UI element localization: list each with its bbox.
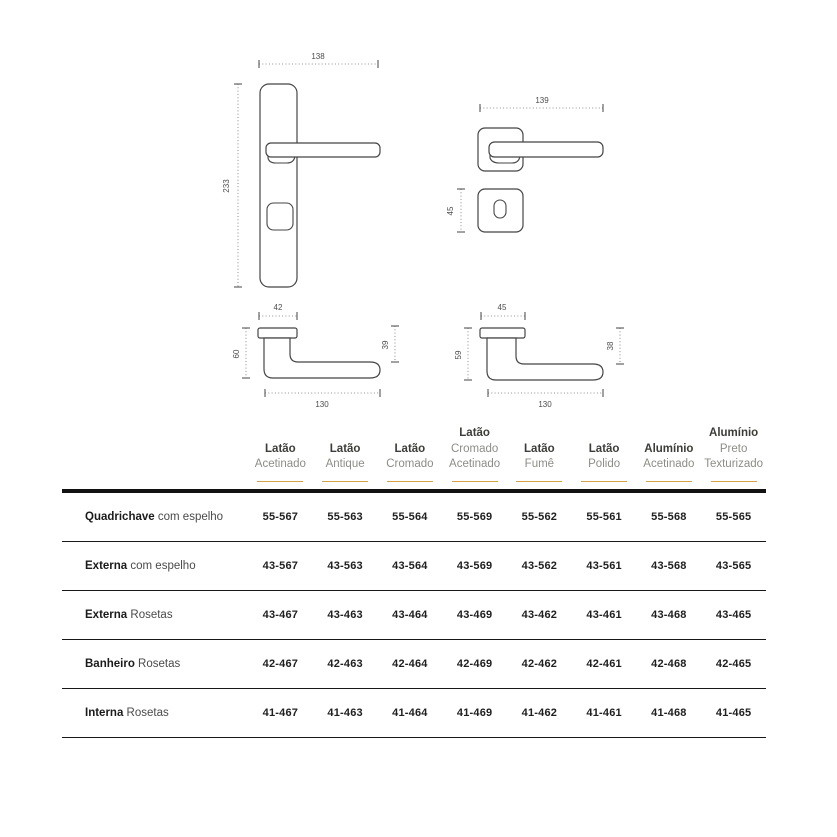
drawing-profile-left [228,295,408,415]
column-finish [248,457,313,473]
product-code-cell: 43-461 [586,608,622,621]
row-label [62,511,248,523]
lever-profile [264,338,380,378]
table-body [62,493,766,738]
column-underline [387,481,433,482]
product-code-cell: 43-465 [715,608,752,621]
product-code-cell: 41-463 [327,706,363,719]
column-finish [701,442,766,473]
product-code-cell: 42-468 [651,657,687,670]
dim-top-label: 45 [497,303,507,312]
column-finish [313,457,378,473]
dim-top-label: 42 [273,303,283,312]
product-code-cell: 55-567 [262,510,299,523]
dim-bottom-label: 130 [315,400,329,409]
backplate-outline [260,84,297,287]
table-header-row [62,426,766,493]
column-header [701,426,766,482]
column-header [637,442,702,482]
column-header [442,426,507,482]
dim-right-label: 38 [606,341,615,351]
product-code-cell: 41-468 [651,706,687,719]
product-code-cell: 42-467 [262,657,299,670]
column-header [378,442,443,482]
product-code-cell: 43-463 [327,608,363,621]
dim-height-label: 233 [222,179,231,193]
product-code-cell: 43-467 [262,608,299,621]
dim-left-label: 60 [232,349,241,359]
product-code-cell: 42-469 [456,657,493,670]
column-underline [646,481,692,482]
product-code-cell: 43-565 [715,559,752,572]
lever-profile [487,338,603,380]
column-finish-line: Preto [719,442,748,455]
product-code-cell: 43-462 [521,608,558,621]
product-code-cell: 43-563 [327,559,363,572]
product-code-cell: 43-464 [392,608,428,621]
column-finish-line: Texturizado [704,458,764,471]
column-underline [711,481,757,482]
row-name: Externa [85,608,128,621]
column-material: Alumínio [644,442,694,455]
row-label [62,560,248,572]
row-variant: com espelho [157,510,224,523]
drawing-backplate-front [215,45,395,295]
product-code-cell: 55-569 [456,510,493,523]
product-code-cell: 43-567 [262,559,299,572]
product-code-cell: 55-568 [651,510,687,523]
column-finish-line: Fumê [524,458,555,471]
product-code-cell: 41-465 [715,706,752,719]
product-table [62,426,766,738]
mount-flange [258,328,297,338]
product-code-cell: 55-565 [715,510,752,523]
product-code-cell: 55-562 [521,510,558,523]
product-code-cell: 41-467 [262,706,299,719]
product-code-cell: 42-463 [327,657,363,670]
column-finish-line: Acetinado [254,458,306,471]
column-underline [322,481,368,482]
column-finish-line: Cromado [450,442,499,455]
column-finish-line: Polido [588,458,621,471]
table-row [62,493,766,542]
column-header [313,442,378,482]
product-code-cell: 42-462 [521,657,558,670]
mount-flange [480,328,525,338]
column-finish-line: Acetinado [449,458,501,471]
column-header [248,442,313,482]
column-finish [378,457,443,473]
row-name: Interna [85,706,124,719]
product-code-cell: 41-464 [392,706,428,719]
table-row [62,640,766,689]
column-material: Latão [524,442,555,455]
table-row [62,689,766,738]
column-underline [581,481,627,482]
product-code-cell: 43-568 [651,559,687,572]
drawing-profile-right [448,295,633,415]
column-material: Latão [329,442,361,455]
product-code-cell: 41-469 [456,706,493,719]
product-code-cell: 42-461 [586,657,622,670]
column-finish [442,442,507,473]
column-underline [516,481,562,482]
product-code-cell: 55-561 [586,510,622,523]
dim-right-label: 39 [381,340,390,350]
product-code-cell: 43-468 [651,608,687,621]
lever-handle [489,142,603,157]
product-code-cell: 55-563 [327,510,363,523]
row-variant: Rosetas [130,608,173,621]
product-code-cell: 43-469 [456,608,493,621]
column-material: Latão [394,442,426,455]
dim-bottom-label: 130 [538,400,552,409]
column-material: Latão [459,427,490,439]
column-finish [507,457,572,473]
row-label [62,609,248,621]
product-code-cell: 42-464 [392,657,428,670]
product-code-cell: 41-462 [521,706,558,719]
column-material: Latão [265,442,296,455]
column-material: Latão [588,442,620,455]
column-finish-line: Cromado [386,458,434,471]
product-code-cell: 41-461 [586,706,622,719]
column-material: Alumínio [709,427,759,439]
product-code-cell: 42-465 [715,657,752,670]
column-underline [257,481,303,482]
column-header [507,442,572,482]
product-code-cell: 43-564 [392,559,428,572]
product-code-cell: 43-562 [521,559,558,572]
product-code-cell: 43-569 [456,559,493,572]
dim-left-label: 59 [454,350,463,360]
row-variant: Rosetas [126,706,169,719]
keyhole-cutout [267,203,293,230]
column-finish [637,457,702,473]
table-row [62,542,766,591]
column-header [572,442,637,482]
row-label [62,658,248,670]
product-code-cell: 43-561 [586,559,622,572]
dim-width-label: 139 [535,96,549,105]
product-code-cell: 55-564 [392,510,428,523]
column-underline [452,481,498,482]
row-name: Quadrichave [85,510,155,523]
column-finish-line: Antique [325,458,365,471]
dim-escutcheon-label: 45 [446,206,455,216]
drawing-rosette-front [445,90,635,245]
row-name: Externa [85,559,128,572]
keyhole-slot [494,200,506,218]
column-finish-line: Acetinado [643,458,695,471]
row-variant: Rosetas [138,657,181,670]
row-label [62,707,248,719]
column-finish [572,457,637,473]
lever-handle [266,143,380,157]
table-row [62,591,766,640]
row-name: Banheiro [85,657,135,670]
dim-width-label: 138 [311,52,325,61]
row-variant: com espelho [130,559,196,572]
